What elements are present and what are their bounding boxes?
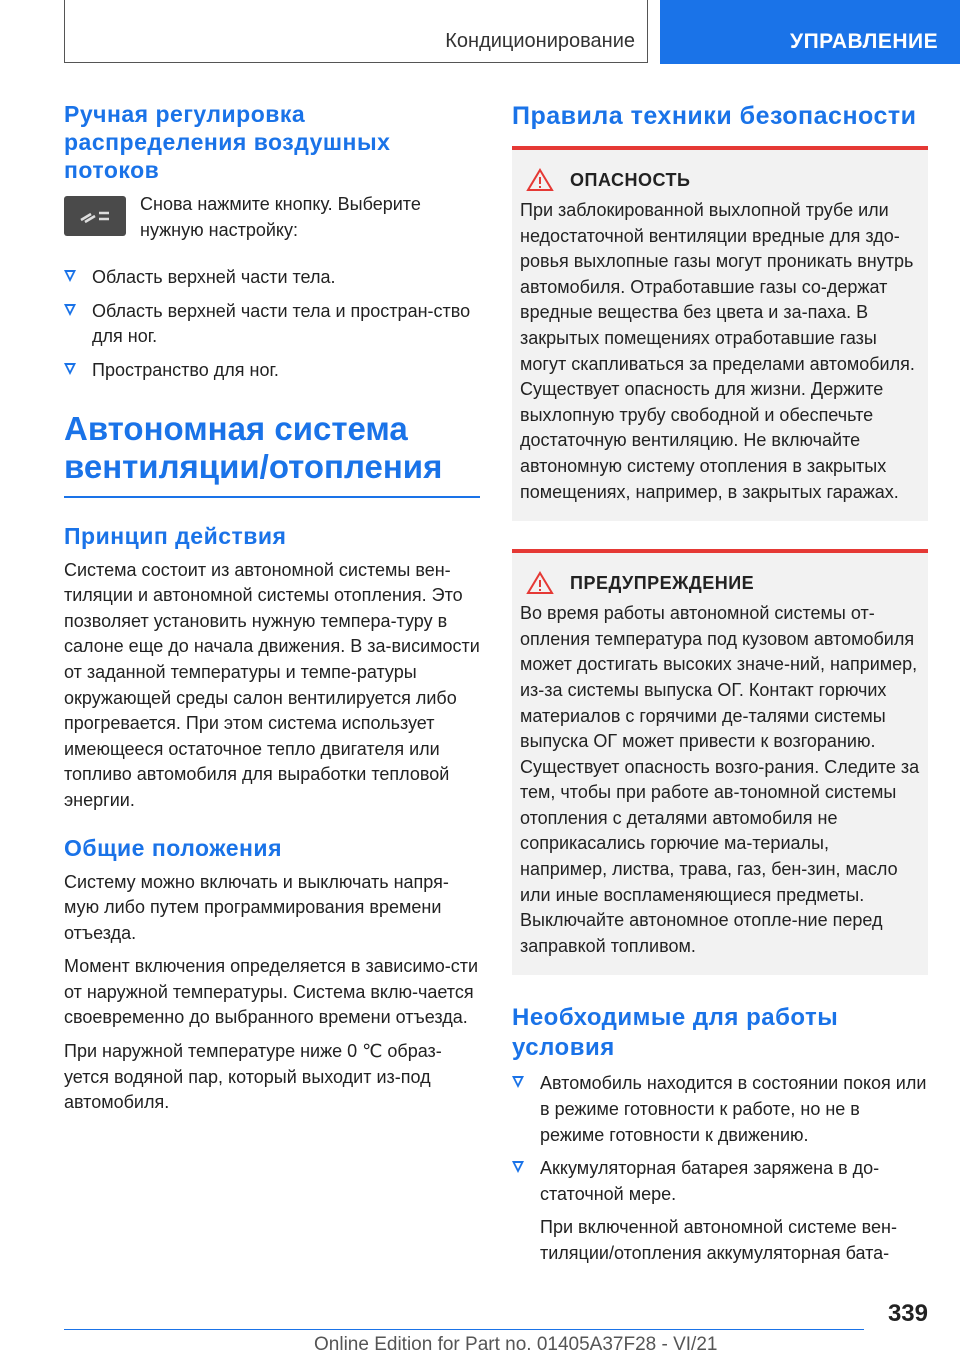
warning-triangle-icon (526, 168, 554, 192)
button-instruction-text: Снова нажмите кнопку. Выберите нужную настройку: (140, 194, 421, 240)
list-item: Пространство для ног. (64, 358, 480, 384)
general-paragraph: Момент включения определяется в зависимо-сти от наружной температуры. Система вклю-чается своевременно до выбранного времени отъезда. (64, 956, 479, 1028)
header-chapter (660, 0, 960, 64)
air-distribution-button-icon (64, 196, 126, 236)
principle-title: Принцип действия (64, 522, 287, 549)
left-column (64, 100, 480, 1124)
footer-edition: Online Edition for Part no. 01405A37F28 - VI/21 (314, 1334, 718, 1355)
section-divider (64, 496, 480, 498)
bullet-triangle-icon (64, 304, 76, 316)
header-section-title: Кондиционирование (445, 30, 635, 52)
general-paragraph: При наружной температуре ниже 0 ℃ образ-уется водяной пар, который выходит из-под автомобиля. (64, 1041, 442, 1113)
right-column (512, 100, 928, 1275)
section-title: Автономная система вентиляции/отопления (64, 409, 443, 485)
bullet-triangle-icon (64, 363, 76, 375)
distribution-options (64, 265, 480, 383)
warning-text: Во время работы автономной системы от-опления температура под кузовом автомобиля может достигать высоких значе-ний, например, из-за системы выпуска ОГ. Контакт горючих материалов с горячими де-талями системы выпуска ОГ может привести к возгоранию. Существует опасность возго-рания. Следите за тем, чтобы при работе ав-тономной системы отопления с деталями автомобиля не соприкасались горючие ма-териалы, например, листва, трава, газ, бен-зин, масло или иные воспламеняющиеся предметы. Выключайте автономное отопле-ние перед заправкой топливом. (520, 603, 920, 956)
bullet-triangle-icon (64, 270, 76, 282)
conditions-note: При включенной автономной системе вен-тиляции/отопления аккумуляторная бата- (540, 1217, 897, 1263)
warning-label: ПРЕДУПРЕЖДЕНИЕ (570, 572, 755, 593)
general-title: Общие положения (64, 834, 282, 861)
header-chapter-title: УПРАВЛЕНИЕ (790, 30, 939, 53)
danger-box (512, 146, 928, 521)
list-item: Область верхней части тела. (64, 265, 480, 291)
bullet-triangle-icon (512, 1076, 524, 1088)
list-item: Автомобиль находится в состоянии покоя или в режиме готовности к работе, но не в режиме готовности к движению. (512, 1071, 928, 1148)
safety-title: Правила техники безопасности (512, 102, 917, 130)
conditions-list (512, 1071, 928, 1207)
header-section (64, 0, 648, 63)
list-item: Область верхней части тела и простран-ство для ног. (64, 299, 480, 350)
conditions-title: Необходимые для работы условия (512, 1004, 839, 1062)
button-instruction (64, 192, 480, 251)
danger-text: При заблокированной выхлопной трубе или недостаточной вентиляции вредные для здо-ровья выхлопные газы могут проникать внутрь автомобиля. Отработавшие газы со-держат вредные вещества без цвета и за-паха. В закрытых помещениях отработавшие газы могут скапливаться за пределами автомобиля. Существует опасность для жизни. Держите выхлопную трубу свободной и обеспечьте достаточную вентиляцию. Не включайте автономную систему отопления в закрытых помещениях, например, в закрытых гаражах. (520, 200, 915, 502)
general-paragraph: Систему можно включать и выключать напря-мую либо путем программирования времени отъезда. (64, 871, 449, 943)
danger-label: ОПАСНОСТЬ (570, 169, 691, 190)
warning-box (512, 549, 928, 975)
principle-text: Система состоит из автономной системы вен-тиляции и автономной системы отопления. Это позволяет установить нужную темпера-туру в салоне еще до начала движения. В за-висимости от заданной температуры и темпе-ратуры окружающей среды салон вентилируется либо прогревается. При этом система использует имеющееся остаточное тепло двигателя или топливо автомобиля для выработки тепловой энергии. (64, 559, 480, 810)
manual-distribution-title: Ручная регулировка распределения воздушных потоков (64, 101, 391, 183)
list-item: Аккумуляторная батарея заряжена в до-статочной мере. (512, 1156, 928, 1207)
page-number: 339 (887, 1300, 928, 1327)
bullet-triangle-icon (512, 1161, 524, 1173)
warning-triangle-icon (526, 571, 554, 595)
footer-divider (64, 1329, 864, 1330)
